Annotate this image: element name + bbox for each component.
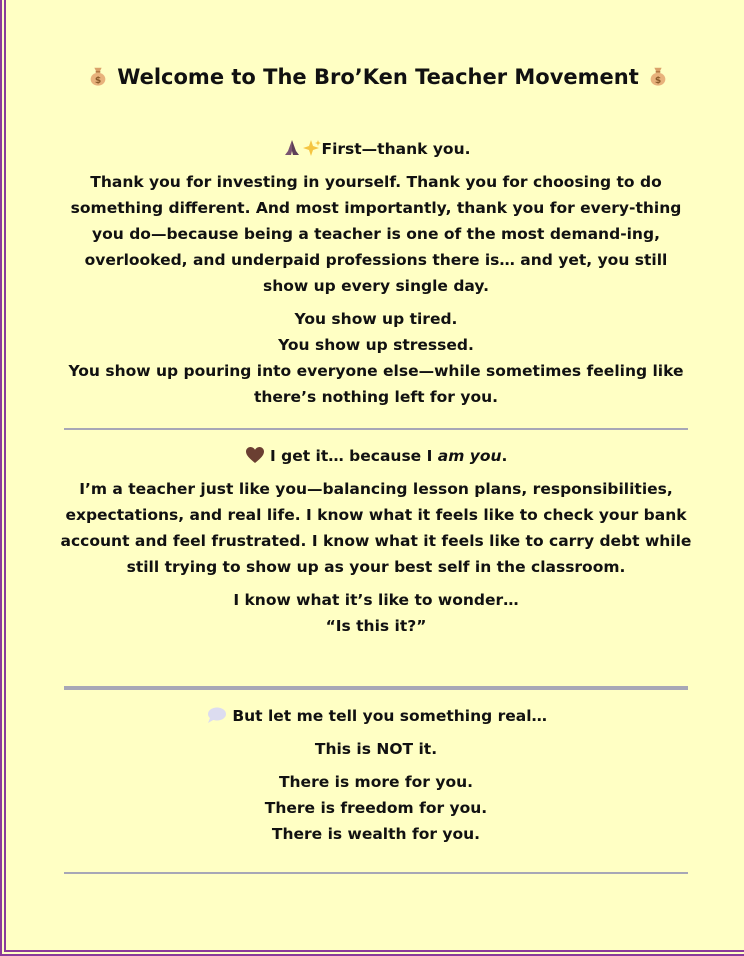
section-thank-you xyxy=(60,136,692,410)
body-line: You show up stressed. xyxy=(278,336,474,354)
body-line: I know what it’s like to wonder… xyxy=(233,591,519,609)
heading-punctuation: . xyxy=(501,447,508,465)
divider xyxy=(64,872,688,874)
body-paragraph: I’m a teacher just like you—balancing lesson plans, responsibilities, expectations, and real life. I know what it feels like to check your bank account and feel frustrated. I know what it feels like to carry debt while still trying to show up as your best self in the classroom. xyxy=(60,480,692,576)
heading-text: I get it… because I xyxy=(269,447,433,465)
section-heading xyxy=(60,136,692,162)
body-line: You show up tired. xyxy=(294,310,458,328)
section-i-get-it xyxy=(60,443,692,639)
svg-text:$: $ xyxy=(95,74,102,86)
svg-text:$: $ xyxy=(654,74,661,86)
page-title xyxy=(6,60,744,94)
money-bag-icon xyxy=(87,65,109,87)
brown-heart-icon xyxy=(245,446,265,464)
heading-text: But let me tell you something real… xyxy=(232,707,548,725)
section-heading xyxy=(60,703,692,729)
body-line: “Is this it?” xyxy=(325,617,427,635)
praying-hands-icon xyxy=(282,139,302,157)
sparkles-icon xyxy=(302,139,322,157)
body-line: There is more for you. xyxy=(278,773,474,791)
speech-bubble-icon xyxy=(205,706,227,724)
section-something-real xyxy=(60,703,692,847)
emphasis-line: This is NOT it. xyxy=(314,740,438,758)
body-line: There is freedom for you. xyxy=(264,799,488,817)
divider xyxy=(64,686,688,690)
body-line: There is wealth for you. xyxy=(271,825,481,843)
title-text: Welcome to The Bro’Ken Teacher Movement xyxy=(117,65,639,89)
body-paragraph: Thank you for investing in yourself. Thank you for choosing to do something different. And most importantly, thank you for every-thing you do—because being a teacher is one of the most demand-ing, overlooked, and underpaid professions there is… and yet, you still show up every single day. xyxy=(70,173,682,295)
body-line: You show up pouring into everyone else—while sometimes feeling like there’s nothing left for you. xyxy=(68,362,684,406)
heading-emphasis: am you xyxy=(437,447,502,465)
money-bag-icon xyxy=(647,65,669,87)
divider xyxy=(64,428,688,430)
heading-text: First—thank you. xyxy=(321,140,471,158)
section-heading xyxy=(60,443,692,469)
